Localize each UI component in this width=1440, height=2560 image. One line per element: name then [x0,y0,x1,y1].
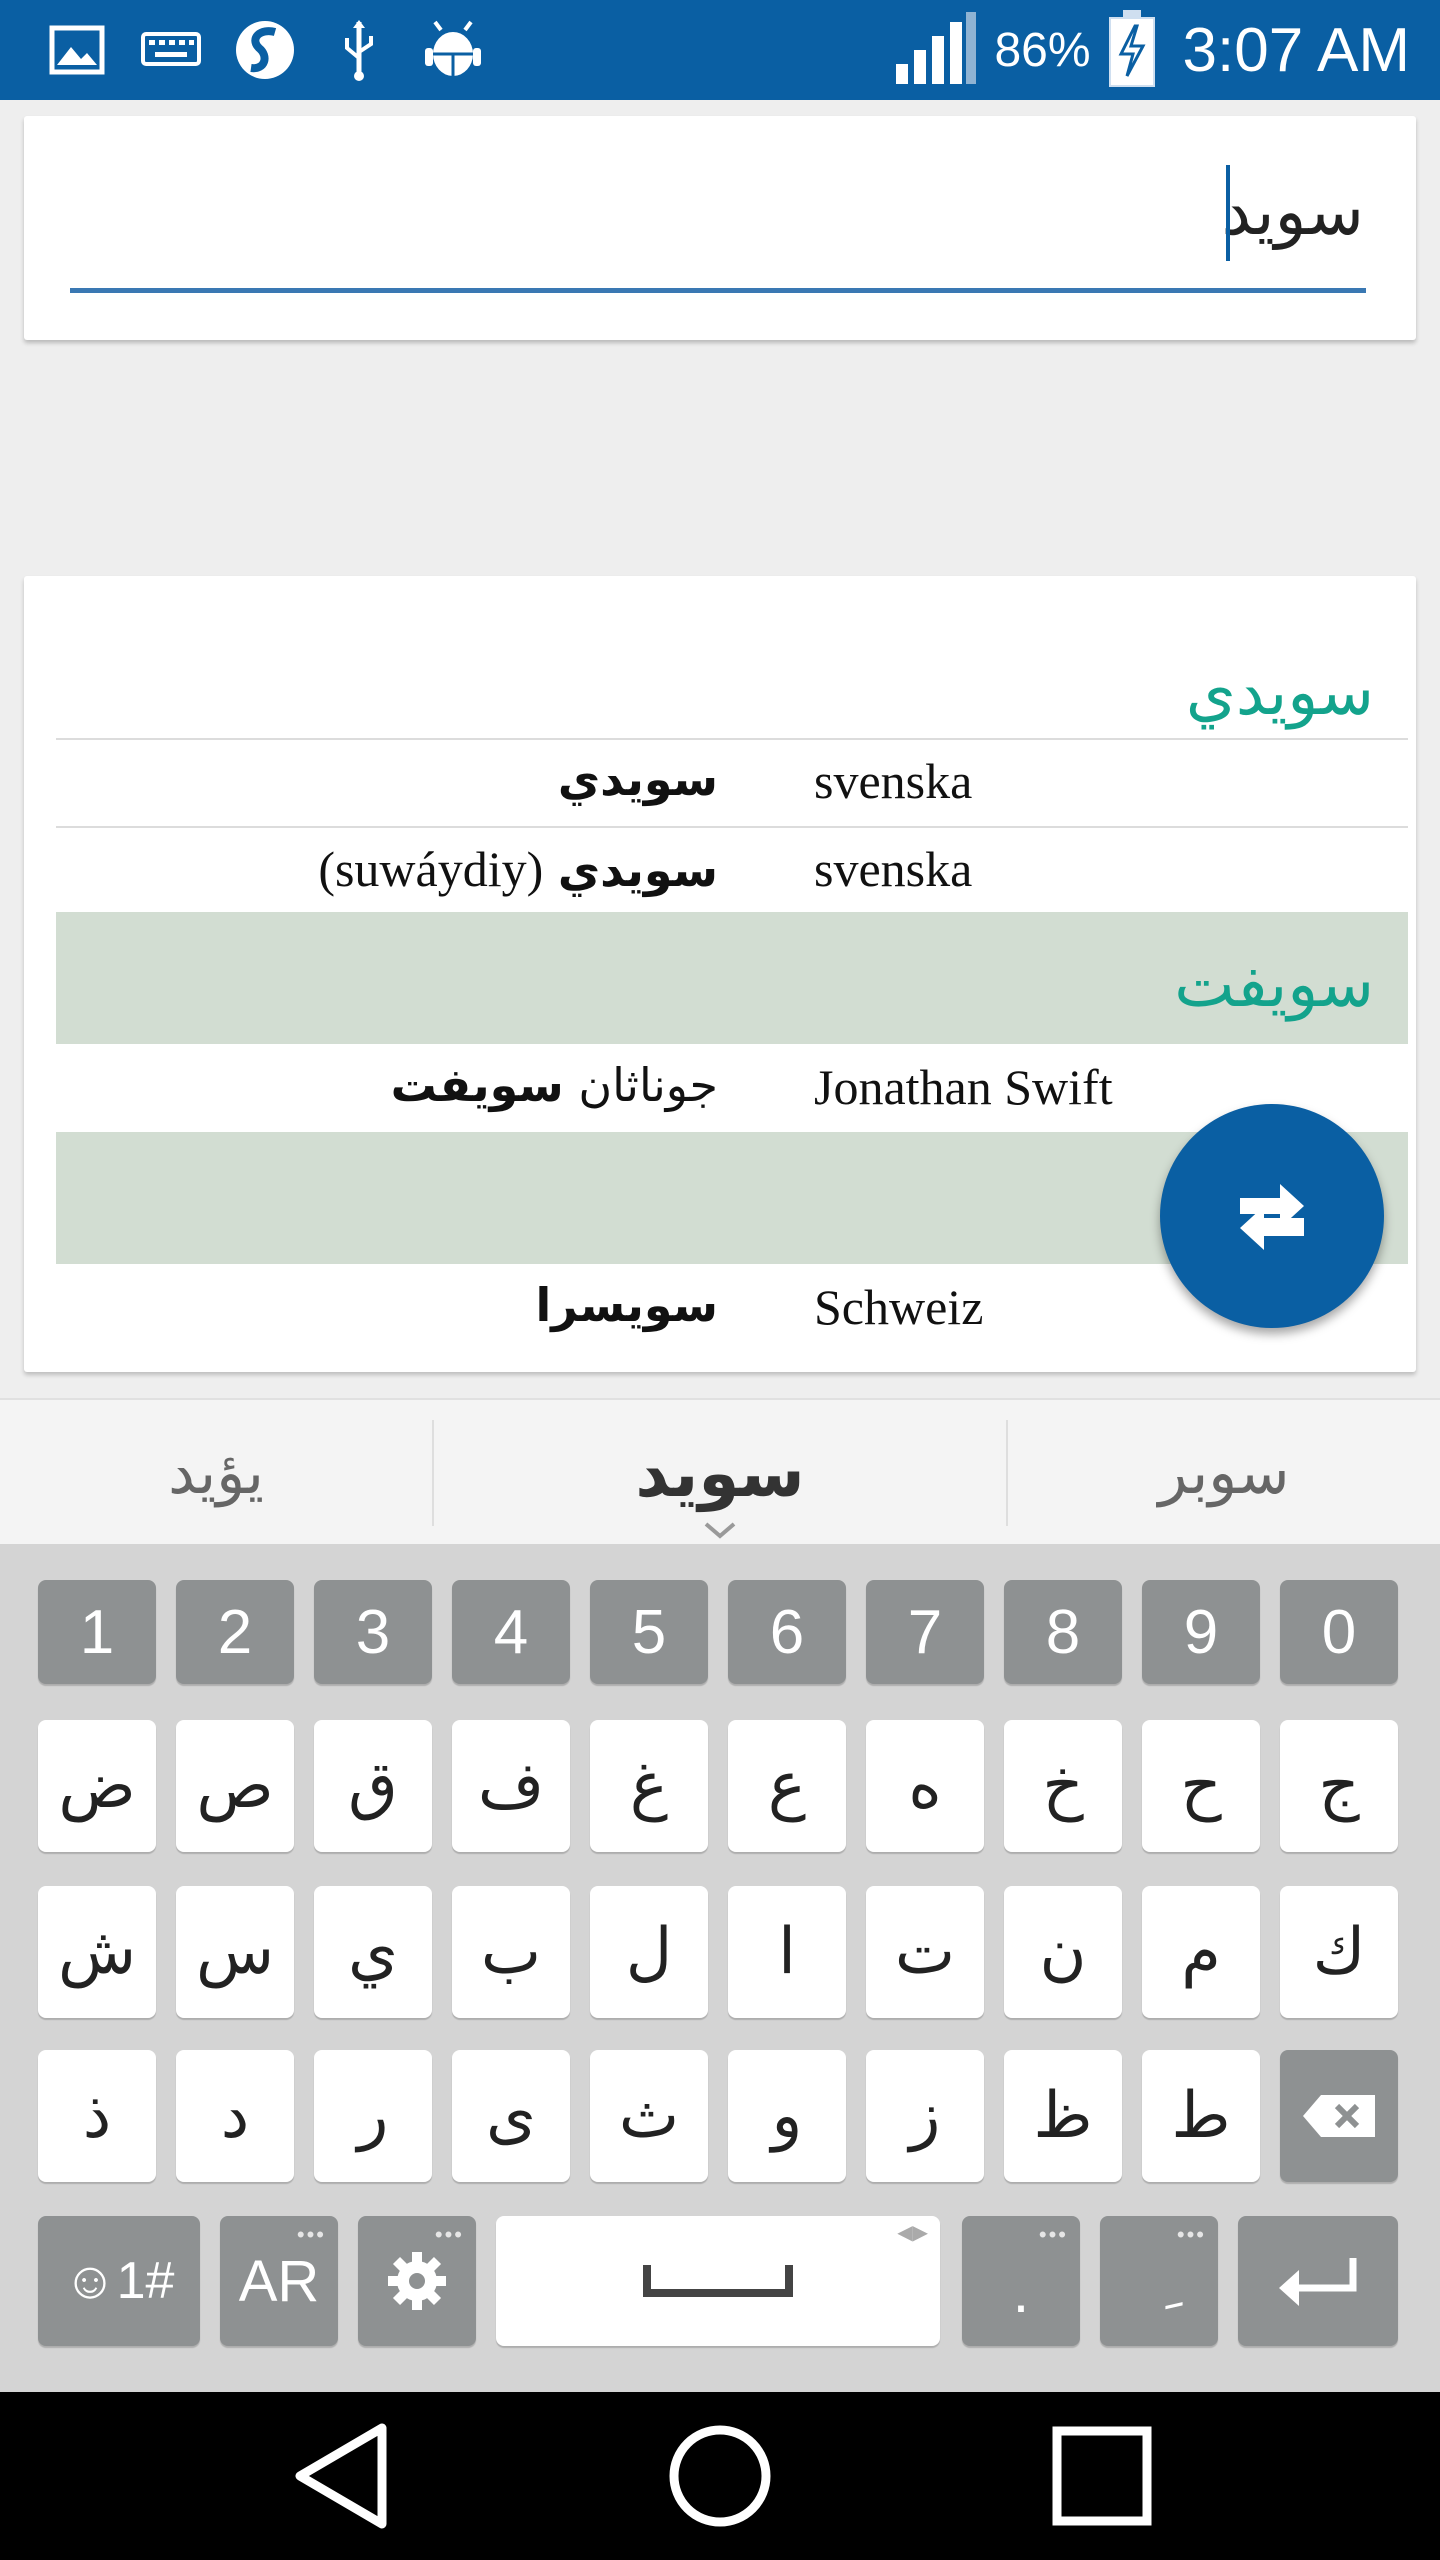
key-letter[interactable]: ذ [38,2050,156,2182]
language-key[interactable]: ••• AR [220,2216,338,2346]
key-letter[interactable]: ز [866,2050,984,2182]
text-cursor [1226,165,1230,261]
key-4[interactable]: 4 [452,1580,570,1684]
source-term: svenska [814,841,973,897]
android-debug-icon [420,17,486,83]
enter-key[interactable] [1238,2216,1398,2346]
key-letter[interactable]: ر [314,2050,432,2182]
key-letter[interactable]: ج [1280,1720,1398,1852]
key-letter[interactable]: و [728,2050,846,2182]
period-key[interactable]: ••• . [962,2216,1080,2346]
key-letter[interactable]: ب [452,1886,570,2018]
more-dots: ••• [296,2222,326,2247]
key-letter[interactable]: ط [1142,2050,1260,2182]
source-term: Jonathan Swift [814,1059,1113,1115]
key-letter[interactable]: ا [728,1886,846,2018]
key-letter[interactable]: ي [314,1886,432,2018]
key-letter[interactable]: ه [866,1720,984,1852]
key-letter[interactable]: ض [38,1720,156,1852]
key-8[interactable]: 8 [1004,1580,1122,1684]
key-letter[interactable]: ن [1004,1886,1122,2018]
key-7[interactable]: 7 [866,1580,984,1684]
notification-icons [44,14,486,86]
key-letter[interactable]: ك [1280,1886,1398,2018]
home-icon [668,2424,772,2528]
suggestion-center[interactable]: سويد [635,1434,805,1512]
cursor-move-arrows: ◀▶ [897,2220,928,2244]
space-key[interactable] [496,2216,940,2346]
signal-icon [894,10,978,91]
transliteration: (suwáydiy) [318,841,544,897]
gallery-icon [44,17,110,83]
backspace-key[interactable] [1280,2050,1398,2182]
search-input[interactable] [70,156,1366,266]
keyboard-icon [138,17,204,83]
search-underline [70,288,1366,293]
key-letter[interactable]: ى [452,2050,570,2182]
usb-icon [326,17,392,83]
settings-key[interactable] [358,2216,476,2346]
key-letter[interactable]: ع [728,1720,846,1852]
suggestion-right[interactable]: يؤيد [168,1438,264,1508]
home-button[interactable] [640,2392,800,2560]
diacritic-key[interactable] [1100,2216,1218,2346]
back-button[interactable] [262,2392,422,2560]
target-term: سويدي [557,752,718,806]
key-letter[interactable]: ث [590,2050,708,2182]
result-row[interactable] [56,740,1408,826]
back-icon [292,2422,392,2530]
more-dots: ••• [1176,2222,1206,2247]
key-letter[interactable]: د [176,2050,294,2182]
key-letter[interactable]: ت [866,1886,984,2018]
emoji-symbols-key[interactable]: ☺1# [38,2216,200,2346]
gear-icon [386,2250,448,2312]
key-letter[interactable]: ل [590,1886,708,2018]
battery-percent: 86% [994,23,1091,77]
more-dots: ••• [434,2222,464,2247]
source-term: Schweiz [814,1279,984,1335]
source-term: svenska [814,753,973,809]
key-letter[interactable]: ش [38,1886,156,2018]
key-3[interactable]: 3 [314,1580,432,1684]
key-letter[interactable]: ظ [1004,2050,1122,2182]
result-row[interactable] [56,1046,1408,1132]
battery-charging-icon [1107,8,1157,93]
key-5[interactable]: 5 [590,1580,708,1684]
key-letter[interactable]: ص [176,1720,294,1852]
search-card [24,116,1416,340]
target-term: سويسرا [535,1278,718,1332]
status-bar [0,0,1440,100]
enter-arrow-icon [1277,2256,1359,2306]
key-letter[interactable]: م [1142,1886,1260,2018]
target-term: سويدي (suwáydiy) [318,841,718,897]
clock: 3:07 AM [1182,15,1410,85]
recents-icon [1052,2426,1152,2526]
key-letter[interactable]: ق [314,1720,432,1852]
key-6[interactable]: 6 [728,1580,846,1684]
backspace-icon [1301,2093,1377,2139]
recents-button[interactable] [1022,2392,1182,2560]
key-2[interactable]: 2 [176,1580,294,1684]
key-letter[interactable]: غ [590,1720,708,1852]
result-row[interactable] [56,828,1408,914]
keyboard [0,1544,1440,2392]
swap-direction-icon [1232,1176,1312,1256]
key-0[interactable]: 0 [1280,1580,1398,1684]
status-right [894,0,1410,100]
key-letter[interactable]: ح [1142,1720,1260,1852]
chevron-down-icon[interactable] [704,1522,736,1540]
suggestion-left[interactable]: سوبر [1158,1438,1290,1508]
s-logo-icon [232,17,298,83]
key-9[interactable]: 9 [1142,1580,1260,1684]
result-heading[interactable]: سويدي [1185,656,1374,730]
navigation-bar [0,2392,1440,2560]
key-1[interactable]: 1 [38,1580,156,1684]
result-heading-highlighted[interactable]: سويفت [56,912,1408,1044]
space-bar-icon [643,2263,793,2299]
more-dots: ••• [1038,2222,1068,2247]
target-term: جوناثان سويفت [390,1058,718,1112]
key-letter[interactable]: س [176,1886,294,2018]
key-letter[interactable]: خ [1004,1720,1122,1852]
swap-direction-button[interactable] [1160,1104,1384,1328]
key-letter[interactable]: ف [452,1720,570,1852]
